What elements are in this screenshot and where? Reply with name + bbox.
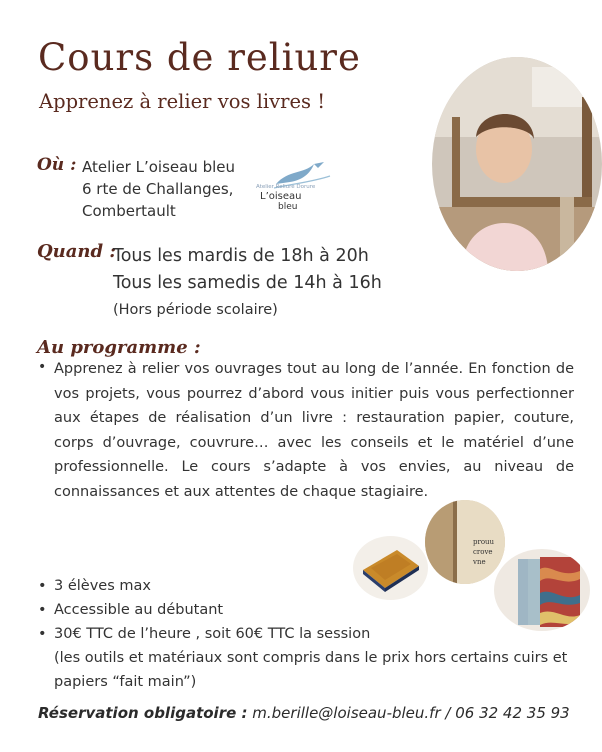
oiseau-bleu-logo [256, 160, 336, 216]
reservation-phone[interactable]: / 06 32 42 35 93 [440, 704, 570, 722]
photo-text-2: crove [473, 548, 493, 556]
location-address [82, 156, 235, 222]
list-item: • 3 élèves max [38, 574, 578, 598]
list-item: • Accessible au débutant [38, 598, 578, 622]
bullet-icon: • [38, 602, 47, 618]
teacher-portrait-photo [432, 57, 602, 271]
old-book-photo [425, 500, 505, 584]
address-line-1: Atelier L’oiseau bleu [82, 158, 236, 176]
page-title: Cours de reliure [38, 36, 361, 79]
location-label: Où : [37, 155, 77, 175]
photo-text-3: vne [473, 558, 486, 566]
price-note: (les outils et matériaux sont compris dans le prix hors certains cuirs et papiers “fait main”) [54, 650, 568, 690]
logo-name-2: bleu [278, 202, 298, 212]
schedule-note: (Hors période scolaire) [113, 302, 278, 318]
reservation-email[interactable]: m.berille@loiseau-bleu.fr [252, 704, 441, 722]
schedule-line-1: Tous les mardis de 18h à 20h [113, 246, 369, 266]
address-line-2: 6 rte de Challanges, [82, 180, 234, 198]
address-line-3: Combertault [82, 202, 176, 220]
schedule-block [113, 243, 382, 324]
bullet-icon: • [38, 626, 47, 642]
bullet-icon: • [38, 578, 47, 594]
bullet-icon: • [38, 359, 47, 375]
schedule-line-2: Tous les samedis de 14h à 16h [113, 273, 382, 293]
list-item: • 30€ TTC de l’heure , soit 60€ TTC la session [38, 622, 578, 646]
details-list [38, 574, 578, 694]
program-text: Apprenez à relier vos ouvrages tout au long de l’année. En fonction de vos projets, vous pourrez d’abord vous initier puis vous perfectionner aux étapes de réalisation d’un livre : restauration papier, couture, corps d’ouvrage, couvrure… avec les conseils et le matériel d’une professionnelle. Le cours s’adapte à vos envies, au niveau de connaissances et aux attentes de chaque stagiaire. [54, 361, 574, 500]
schedule-label: Quand : [37, 241, 117, 262]
photo-text-1: prouu [473, 538, 495, 546]
page-subtitle: Apprenez à relier vos livres ! [39, 90, 326, 113]
logo-name: L’oiseau [260, 191, 302, 202]
logo-subtitle: Atelier Reliure Dorure [256, 184, 316, 190]
reservation-label: Réservation obligatoire : [38, 704, 248, 722]
program-label: Au programme : [37, 337, 201, 358]
reservation-line [38, 704, 570, 722]
